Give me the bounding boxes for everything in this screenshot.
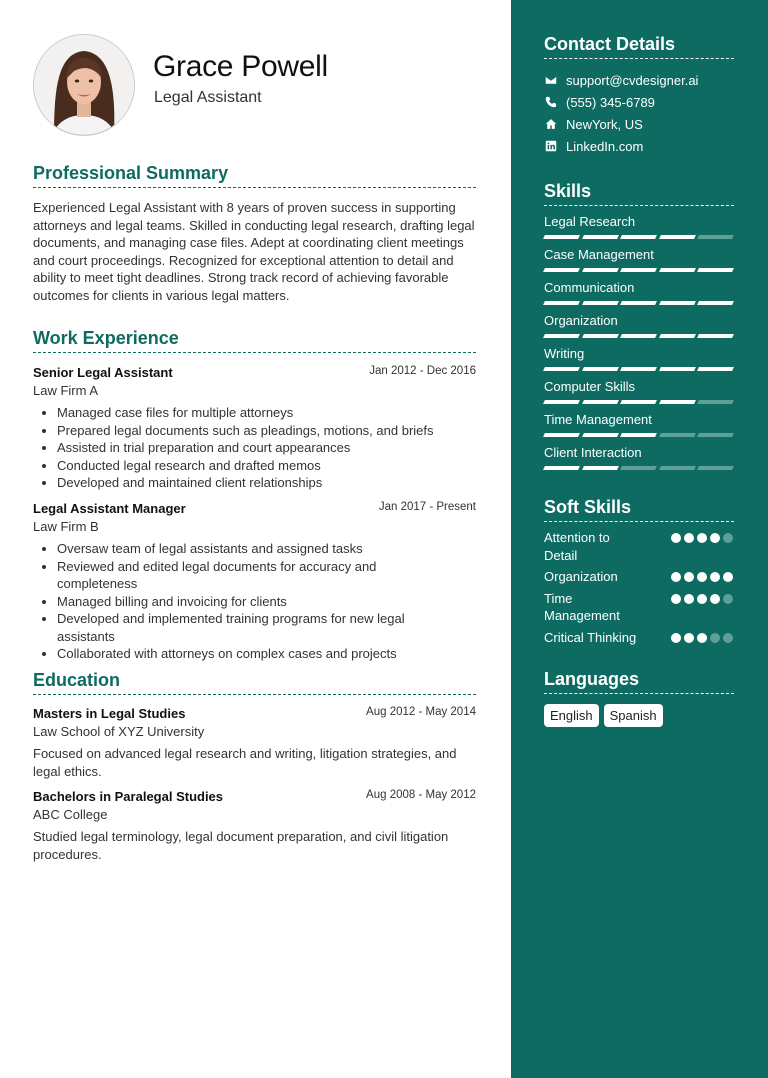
skill-bar-segment: [620, 235, 656, 239]
education-heading: Education: [33, 670, 476, 695]
rating-dot: [710, 533, 720, 543]
rating-dot: [671, 633, 681, 643]
job-bullet: Oversaw team of legal assistants and assigned tasks: [33, 540, 453, 558]
skill-bar-segment: [582, 367, 618, 371]
rating-dot: [697, 572, 707, 582]
skill-bar-segment: [620, 466, 656, 470]
skill-bar-segment: [659, 433, 695, 437]
skill-item: [544, 246, 734, 272]
rating-dot: [723, 594, 733, 604]
job-title: Legal Assistant Manager: [33, 501, 186, 516]
education-description: Focused on advanced legal research and writing, litigation strategies, and legal ethics.: [33, 746, 457, 779]
linkedin-icon: [544, 139, 558, 153]
skill-bar-segment: [620, 400, 656, 404]
education-entry: [33, 788, 476, 863]
skill-bar-segment: [543, 466, 579, 470]
skill-level-bar: [544, 268, 733, 272]
skill-item: [544, 378, 734, 404]
contact-phone-text: (555) 345-6789: [566, 94, 655, 110]
job-dates: Jan 2012 - Dec 2016: [369, 365, 476, 377]
education-entry: [33, 705, 476, 780]
job-bullet: Conducted legal research and drafted memos: [33, 457, 476, 475]
skill-label: Organization: [544, 313, 618, 328]
summary-text: Experienced Legal Assistant with 8 years of proven success in supporting attorneys and legal teams. Skilled in conducting legal research, drafting legal documents, and managing case files. Adept at coordinating client meetings and court proceedings. Recognized for exceptional attention to detail and ability to meet tight deadlines. Strong track record of achieving favorable outcomes for clients in various legal matters.: [33, 200, 475, 303]
rating-dot: [710, 572, 720, 582]
rating-dot: [684, 572, 694, 582]
rating-dot: [684, 594, 694, 604]
rating-dot: [671, 533, 681, 543]
soft-skill-label: Time Management: [544, 590, 620, 623]
skill-level-bar: [544, 466, 733, 470]
degree-title: Bachelors in Paralegal Studies: [33, 789, 224, 804]
skill-bar-segment: [543, 433, 579, 437]
rating-dot: [684, 633, 694, 643]
skill-level-bar: [544, 433, 733, 437]
skill-bar-segment: [659, 367, 695, 371]
languages-list: [544, 704, 734, 727]
skill-bar-segment: [620, 433, 656, 437]
skill-label: Case Management: [544, 247, 654, 262]
soft-skill-rating: [671, 594, 733, 604]
skill-bar-segment: [543, 334, 579, 338]
skill-bar-segment: [582, 400, 618, 404]
languages-heading: Languages: [544, 669, 734, 694]
school-name: ABC College: [33, 807, 108, 822]
contact-phone[interactable]: [544, 91, 734, 113]
job-bullet: Developed and maintained client relationships: [33, 474, 476, 492]
language-tag: English: [544, 704, 599, 727]
profile-photo-image: [34, 35, 134, 135]
job-bullet: Managed billing and invoicing for clients: [33, 593, 453, 611]
contact-location-text: NewYork, US: [566, 116, 643, 132]
soft-skill-item: [544, 629, 733, 647]
rating-dot: [671, 572, 681, 582]
skill-level-bar: [544, 367, 733, 371]
soft-skill-rating: [671, 572, 733, 582]
job-bullet: Developed and implemented training programs for new legal assistants: [33, 610, 453, 645]
skill-bar-segment: [697, 334, 733, 338]
rating-dot: [710, 633, 720, 643]
rating-dot: [697, 533, 707, 543]
skill-bar-segment: [697, 466, 733, 470]
skill-item: [544, 345, 734, 371]
skill-bar-segment: [543, 268, 579, 272]
skill-bar-segment: [659, 268, 695, 272]
school-name: Law School of XYZ University: [33, 724, 205, 739]
job-bullets: [33, 540, 453, 663]
skill-bar-segment: [697, 400, 733, 404]
job-bullets: [33, 404, 476, 492]
skill-bar-segment: [543, 367, 579, 371]
skill-item: [544, 444, 734, 470]
contact-heading: Contact Details: [544, 34, 734, 59]
skill-bar-segment: [697, 235, 733, 239]
skill-bar-segment: [620, 367, 656, 371]
language-tag: Spanish: [604, 704, 663, 727]
soft-skill-item: [544, 590, 733, 625]
degree-title: Masters in Legal Studies: [33, 706, 186, 721]
skill-bar-segment: [697, 433, 733, 437]
soft-skill-rating: [671, 533, 733, 543]
skill-bar-segment: [620, 301, 656, 305]
job-bullet: Prepared legal documents such as pleadings, motions, and briefs: [33, 422, 476, 440]
skill-bar-segment: [659, 301, 695, 305]
skill-bar-segment: [620, 268, 656, 272]
skill-label: Writing: [544, 346, 585, 361]
skill-level-bar: [544, 235, 733, 239]
job-entry: [33, 364, 476, 492]
skill-bar-segment: [620, 334, 656, 338]
skill-item: [544, 213, 734, 239]
profile-photo: [33, 34, 135, 136]
job-company: Law Firm B: [33, 519, 99, 534]
candidate-name: Grace Powell: [153, 50, 328, 83]
skill-level-bar: [544, 301, 733, 305]
contact-email-text: support@cvdesigner.ai: [566, 72, 699, 88]
skill-bar-segment: [582, 268, 618, 272]
job-bullet: Managed case files for multiple attorneys: [33, 404, 476, 422]
home-icon: [544, 117, 558, 131]
education-dates: Aug 2012 - May 2014: [366, 706, 476, 718]
soft-skill-label: Critical Thinking: [544, 629, 637, 645]
skill-bar-segment: [582, 433, 618, 437]
contact-location: [544, 113, 734, 135]
rating-dot: [723, 533, 733, 543]
job-bullet: Assisted in trial preparation and court appearances: [33, 439, 476, 457]
soft-skill-item: [544, 568, 733, 586]
job-entry: [33, 500, 476, 663]
skill-label: Legal Research: [544, 214, 636, 229]
skill-label: Computer Skills: [544, 379, 636, 394]
job-dates: Jan 2017 - Present: [378, 501, 476, 513]
skill-label: Time Management: [544, 412, 652, 427]
job-bullet: Collaborated with attorneys on complex cases and projects: [33, 645, 453, 663]
job-company: Law Firm A: [33, 383, 99, 398]
skill-label: Communication: [544, 280, 635, 295]
skill-bar-segment: [582, 301, 618, 305]
rating-dot: [671, 594, 681, 604]
soft-skills-list: [544, 529, 734, 646]
education-description: Studied legal terminology, legal document preparation, and civil litigation procedures.: [33, 829, 449, 862]
skill-bar-segment: [697, 367, 733, 371]
education-dates: Aug 2008 - May 2012: [366, 789, 476, 801]
soft-skill-label: Attention to Detail: [544, 530, 610, 563]
skill-bar-segment: [543, 235, 579, 239]
skill-bar-segment: [659, 334, 695, 338]
contact-linkedin-text: LinkedIn.com: [566, 138, 644, 154]
sidebar: [511, 0, 768, 1078]
skill-bar-segment: [659, 235, 695, 239]
skill-bar-segment: [697, 268, 733, 272]
skill-bar-segment: [543, 301, 579, 305]
job-bullet: Reviewed and edited legal documents for accuracy and completeness: [33, 558, 453, 593]
rating-dot: [723, 572, 733, 582]
skill-bar-segment: [659, 400, 695, 404]
job-title: Senior Legal Assistant: [33, 365, 173, 380]
rating-dot: [697, 594, 707, 604]
skill-bar-segment: [582, 235, 618, 239]
skill-bar-segment: [697, 301, 733, 305]
rating-dot: [684, 533, 694, 543]
rating-dot: [697, 633, 707, 643]
skill-item: [544, 279, 734, 305]
skill-level-bar: [544, 334, 733, 338]
skill-bar-segment: [543, 400, 579, 404]
skill-bar-segment: [582, 334, 618, 338]
soft-skill-label: Organization: [544, 569, 618, 584]
contact-list: [544, 69, 734, 157]
envelope-icon: [544, 73, 558, 87]
skill-item: [544, 411, 734, 437]
candidate-role: Legal Assistant: [154, 89, 262, 106]
skill-bar-segment: [659, 466, 695, 470]
rating-dot: [710, 594, 720, 604]
skill-bar-segment: [582, 466, 618, 470]
skill-level-bar: [544, 400, 733, 404]
soft-skills-heading: Soft Skills: [544, 497, 734, 522]
skill-item: [544, 312, 734, 338]
skills-heading: Skills: [544, 181, 734, 206]
summary-heading: Professional Summary: [33, 163, 476, 188]
soft-skill-item: [544, 529, 733, 564]
skills-list: [544, 213, 734, 470]
experience-heading: Work Experience: [33, 328, 476, 353]
contact-linkedin[interactable]: [544, 135, 734, 157]
soft-skill-rating: [671, 633, 733, 643]
skill-label: Client Interaction: [544, 445, 642, 460]
rating-dot: [723, 633, 733, 643]
contact-email[interactable]: [544, 69, 734, 91]
phone-icon: [544, 95, 558, 109]
